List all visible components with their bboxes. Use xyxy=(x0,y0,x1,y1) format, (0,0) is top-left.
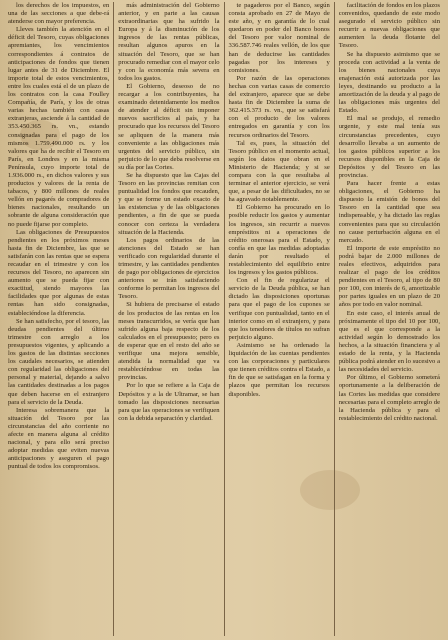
column-3 xyxy=(224,2,334,636)
paragraph: Se ha dispuesto asimismo que se proceda con actividad a la venta de los bienes nacionales cuya enajenación está autorizada por las leyes, destinando su producto a la amortización de la deuda y al pago de las obligaciones más urgentes del Estado. xyxy=(338,50,440,115)
paragraph: El Gobierno ha procurado en lo posible reducir los gastos y aumentar los ingresos, sin recurrir a nuevos empréstitos ni a operaciones de crédito onerosas para el Estado, y confía en que las medidas adoptadas darán por resultado el restablecimiento del equilibrio entre los ingresos y los gastos públicos. xyxy=(228,204,330,277)
paragraph: Asimismo se ha ordenado la liquidación de las cuentas pendientes con las corporaciones y particulares que tienen créditos contra el Estado, a fin de que se satisfagan en la forma y plazos que permitan los recursos disponibles. xyxy=(228,341,330,398)
column-4 xyxy=(334,2,444,636)
paragraph: Por último, el Gobierno someterá oportunamente a la deliberación de las Cortes las medidas que considere necesarias para el completo arreglo de la Hacienda pública y para el restablecimiento del crédito nacional. xyxy=(338,374,440,422)
paragraph: Si hubiera de precisarse el estado de los productos de las rentas en los meses transcurridos, se vería que han sufrido alguna baja respecto de los calculados en el presupuesto; pero es de esperar que en el resto del año se verifique una mejora sensible, atendida la normalidad que va restableciéndose en todas las provincias. xyxy=(118,301,220,382)
paragraph: Tal es, pues, la situación del Tesoro público en el momento actual, según los datos que obran en el Ministerio de Hacienda; y si se compara con la que resultaba al terminar el anterior ejercicio, se verá que, a pesar de las dificultades, no se ha agravado notablemente. xyxy=(228,139,330,204)
paragraph: Por lo que se refiere a la Caja de Depósitos y a la de Ultramar, se han tomado las disposiciones necesarias para que las operaciones se verifiquen con la debida separación y claridad. xyxy=(118,382,220,422)
paragraph: más administración del Gobierno anterior, y en parte a las causas extraordinarias que ha sufrido la Europa y á la disminución de los ingresos de las rentas públicas, resultan algunos apuros en la situación del Tesoro, que se han procurado remediar con el mayor celo y con la economía más severa en todos los gastos. xyxy=(118,2,220,82)
paragraph: El importe de este empréstito no podrá bajar de 2.000 millones de reales efectivos, adquiridos para realizar el pago de los créditos pendientes en el Tesoro, al tipo de 80 por 100, con interés de 6, amortizable por partes iguales en un plazo de 20 años por todo en valor nominal. xyxy=(338,244,440,309)
paragraph: Los pagos ordinarios de las atenciones del Estado se han verificado con regularidad durante el trimestre, y las cantidades pendientes de pago por obligaciones de ejercicios anteriores se irán satisfaciendo conforme lo permitan los ingresos del Tesoro. xyxy=(118,236,220,301)
paragraph: El Gobierno, deseoso de no recargar a los contribuyentes, ha examinado detenidamente los medios de atender al déficit sin imponer nuevos sacrificios al país, y ha procurado que los recursos del Tesoro se apliquen de la manera más conveniente a las obligaciones más urgentes del servicio público, sin perjuicio de lo que deba resolverse en su día por las Cortes. xyxy=(118,82,220,171)
paragraph: Se han satisfecho, por el tesoro, las deudas pendientes del último trimestre con arreglo a los presupuestos vigentes, y aplicando a los gastos de las distintas secciones los caudales necesarios, se atienden con regularidad las obligaciones del personal y material, dejando a salvo las cantidades destinadas a los pagos que deben hacerse en el extranjero para el servicio de la Deuda. xyxy=(8,317,110,406)
paragraph: El mal se produjo, el remedio urgente, y este mal tenía sus circunstancias precedentes, cuyo desarrollo llevaba a un aumento de los gastos públicos superior a los recursos disponibles en la Caja de Depósitos y del Tesoro en las provincias. xyxy=(338,115,440,179)
paragraph: Se ha dispuesto que las Cajas del Tesoro en las provincias remitan con puntualidad los fondos que recauden, y que se forme un estado exacto de las existencias y de las obligaciones pendientes, a fin de que se pueda conocer con certeza la verdadera situación de la Hacienda. xyxy=(118,171,220,236)
column-1 xyxy=(4,2,113,636)
paragraph: facilitación de fondos en los plazos convenidos, quedando de este modo asegurado el servicio público sin recurrir a nuevas obligaciones que aumenten la deuda flotante del Tesoro. xyxy=(338,2,440,50)
paragraph: Lleves también la atención en el déficit del Tesoro, cuyas obligaciones apremiantes, los vencimientos correspondientes á contratos de anticipaciones de fondos que tienen lugar antes de 31 de Diciembre. El importe total de estos vencimientos, entre los cuales está el de un plazo de los contratos con la casa Foulley Compañía, de París, y los de otras varias hechas también con casas extranjeras, asciende á la cantidad de 353.450.365 rs. vn., estando consignadas para el pago de los mismos 1.759.490.000 rs. y los valores que ha de recibir el Tesoro en París, en Londres y en la misma Península, cuyo importe total de 1.936.000 rs., en dichos valores y sus productos y valores de la renta de tabacos, y 800 millones de reales vellón en pagarés de compradores de bienes nacionales, resultando un sobrante de alguna consideración que no puede fijarse por completo. xyxy=(8,26,110,228)
paragraph: En este caso, el interés anual de próximamente el tipo del 10 por 100, que es el que corresponde a la actividad según lo demostrado los hechos, a la situación financiera y al estado de la renta, y la Hacienda pública podrá atender en lo sucesivo a las necesidades del servicio. xyxy=(338,309,440,374)
paragraph: te pagaderos por el Banco, según consta aprobado en 27 de Mayo de este año, y en garantía de lo cual quedaron en poder del Banco bonos del Tesoro por valor nominal de 336.587.746 reales vellón, de los que han de deducirse las cantidades pagadas por los intereses y comisiones. xyxy=(228,2,330,74)
paragraph: Con el fin de regularizar el servicio de la Deuda pública, se han dictado las disposiciones oportunas para que el pago de los cupones se verifique con puntualidad, tanto en el interior como en el extranjero, y para que los tenedores de títulos no sufran perjuicio alguno. xyxy=(228,277,330,341)
paragraph: Por razón de las operaciones hechas con varias casas de comercio del extranjero, aparece que se debe hasta fin de Diciembre la suma de 362.415.373 rs. vn., que se satisfará con el producto de los valores entregados en garantía y con los recursos ordinarios del Tesoro. xyxy=(228,74,330,139)
paragraph: Para hacer frente a estas obligaciones, el Gobierno ha dispuesto la emisión de bonos del Tesoro en la cantidad que sea indispensable, y ha dictado las reglas convenientes para que su circulación no cause perturbación alguna en el mercado. xyxy=(338,180,440,244)
paragraph: Las obligaciones de Presupuestos pendientes en los próximos meses hasta fin de Diciembre, las que se satisfarán con las rentas que se espera recaudar en el trimestre y con los recursos del Tesoro, no aparecen sin aumento que se pueda fijar con exactitud, siendo mayores las facilidades que por algunas de estas rentas han sido consignadas, estableciéndose la diferencia. xyxy=(8,228,110,317)
text-columns xyxy=(4,2,444,636)
column-2 xyxy=(113,2,223,636)
paragraph: Interesa sobremanera que la situación del Tesoro por las circunstancias del año corriente no afecte en manera alguna al crédito nacional, y para ello será preciso adoptar medidas que eviten nuevas anticipaciones y aseguren el pago puntual de todos los compromisos. xyxy=(8,406,110,471)
paragraph: los derechos de los impuestos, en una de las secciones a que debe-rá atenderse con mayor preferencia. xyxy=(8,2,110,26)
